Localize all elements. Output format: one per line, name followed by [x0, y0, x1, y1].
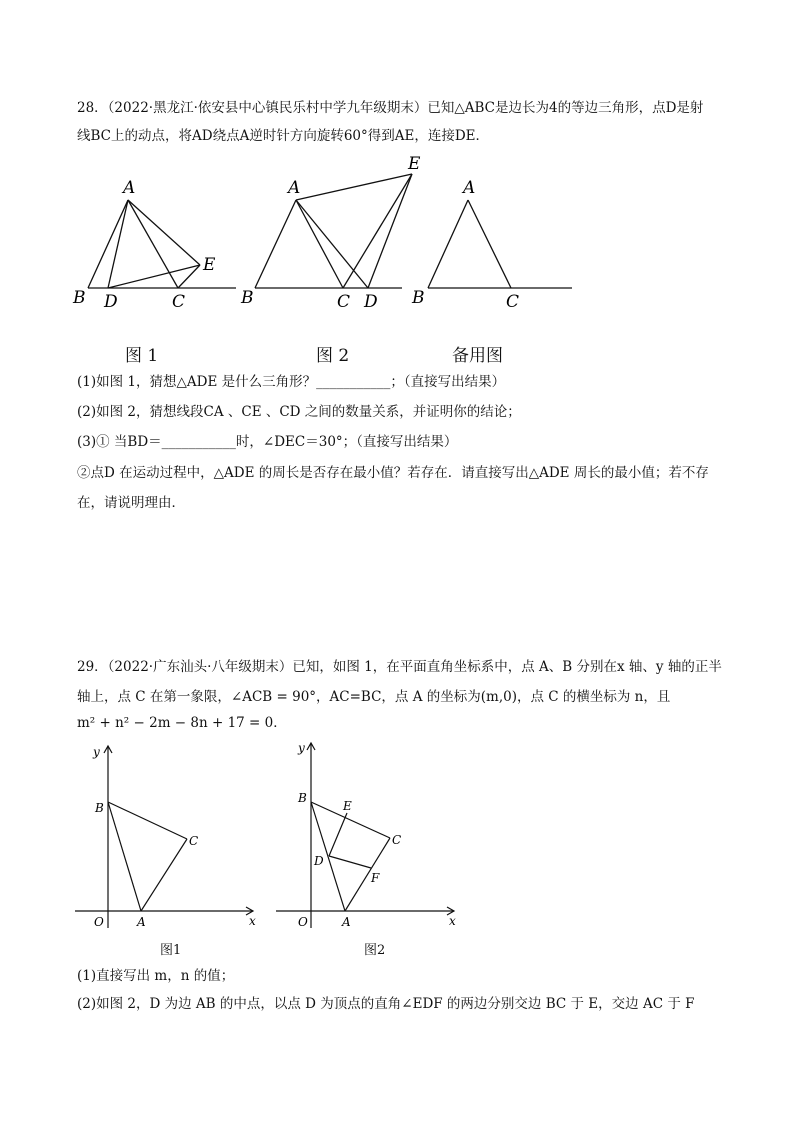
- q28-fig3-caption: 备用图: [452, 346, 503, 366]
- q29-fig2-label-A: A: [342, 915, 351, 929]
- q29-stem-line3: m² + n² − 2m − 8n + 17 = 0．: [77, 715, 287, 731]
- fig2-label-E: E: [408, 154, 421, 174]
- fig3-label-A: A: [463, 178, 476, 198]
- fig1-label-D: D: [104, 292, 118, 312]
- q28-part1: (1)如图 1，猜想△ADE 是什么三角形？___________；（直接写出结果）: [77, 374, 506, 390]
- fig1-label-C: C: [172, 292, 186, 312]
- q29-figure-1: [75, 738, 265, 938]
- q29-fig1-label-x: x: [249, 914, 256, 928]
- q29-fig2-label-F: F: [371, 871, 380, 885]
- q29-fig2-label-x: x: [449, 914, 456, 928]
- q29-figure-2: [276, 738, 466, 938]
- q29-fig1-caption: 图1: [160, 943, 182, 958]
- q29-fig2-label-D: D: [314, 854, 324, 868]
- q29-fig1-label-B: B: [95, 801, 104, 815]
- q28-part2: (2)如图 2，猜想线段CA 、CE 、CD 之间的数量关系，并证明你的结论；: [77, 404, 521, 420]
- q28-part3-1: (3)① 当BD＝___________时，∠DEC＝30°；（直接写出结果）: [77, 434, 458, 450]
- q28-figure-2: [240, 150, 420, 315]
- q29-stem-line1: 29．（2022·广东汕头·八年级期末）已知，如图 1，在平面直角坐标系中，点 A、B 分别在x 轴、y 轴的正半: [77, 659, 722, 675]
- q29-stem-line2: 轴上，点 C 在第一象限，∠ACB = 90°，AC=BC，点 A 的坐标为(m,0)，点 C 的横坐标为 n，且: [77, 689, 671, 705]
- q29-part2: (2)如图 2，D 为边 AB 的中点，以点 D 为顶点的直角∠EDF 的两边分别交边 BC 于 E，交边 AC 于 F: [77, 996, 695, 1012]
- q28-figure-reserve: [410, 175, 580, 315]
- q29-fig1-label-A: A: [137, 915, 146, 929]
- fig3-label-B: B: [412, 288, 425, 308]
- q28-part3-2-cont: 在，请说明理由．: [77, 495, 185, 511]
- q29-fig2-caption: 图2: [364, 943, 386, 958]
- fig2-label-D: D: [364, 292, 378, 312]
- q29-fig2-label-E: E: [343, 799, 352, 813]
- q29-fig2-label-O: O: [298, 915, 308, 929]
- q29-fig2-label-B: B: [298, 791, 307, 805]
- fig3-label-C: C: [506, 292, 520, 312]
- q28-stem-line2: 线BC上的动点，将AD绕点A逆时针方向旋转60°得到AE，连接DE．: [77, 128, 490, 144]
- fig1-label-B: B: [73, 288, 86, 308]
- q29-fig1-label-O: O: [94, 915, 104, 929]
- q29-fig2-label-y: y: [298, 741, 305, 755]
- q28-fig2-caption: 图 2: [316, 346, 350, 366]
- fig1-label-A: A: [123, 178, 136, 198]
- q28-fig1-caption: 图 1: [125, 346, 159, 366]
- q29-fig1-label-C: C: [189, 834, 199, 848]
- q29-part1: (1)直接写出 m，n 的值；: [77, 968, 235, 984]
- q29-fig1-label-y: y: [93, 745, 100, 759]
- fig2-label-B: B: [241, 288, 254, 308]
- q29-fig2-label-C: C: [392, 833, 402, 847]
- q28-part3-2: ②点D 在运动过程中，△ADE 的周长是否存在最小值？若存在．请直接写出△ADE 周长的最小值；若不存: [77, 465, 709, 481]
- q28-stem-line1: 28．（2022·黑龙江·依安县中心镇民乐村中学九年级期末）已知△ABC是边长为4的等边三角形，点D是射: [77, 100, 704, 116]
- fig2-label-C: C: [337, 292, 351, 312]
- fig2-label-A: A: [288, 178, 301, 198]
- fig1-label-E: E: [203, 255, 216, 275]
- q28-figure-1: [70, 175, 240, 315]
